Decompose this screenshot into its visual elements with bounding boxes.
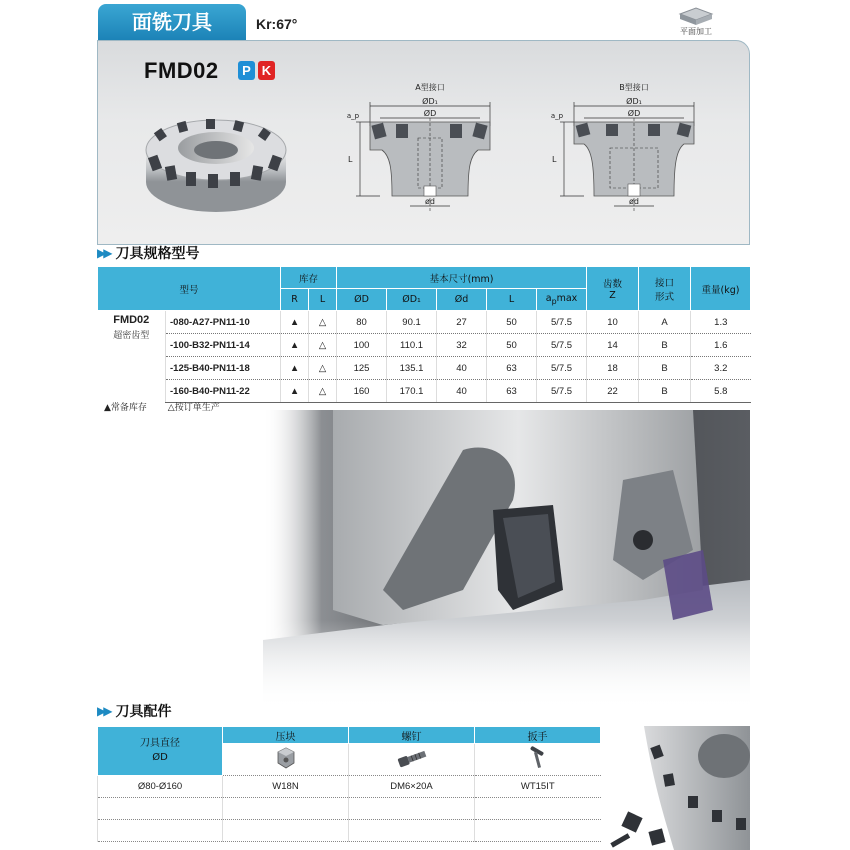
spec-table — [97, 266, 751, 403]
col-ap-max: max — [556, 293, 578, 305]
col-l: L — [487, 289, 537, 311]
col-stock-r: R — [281, 289, 309, 311]
col-stock: 库存 — [281, 267, 337, 289]
table-row — [98, 311, 751, 334]
wrench-image-cell — [475, 744, 601, 776]
col-ap — [537, 289, 587, 311]
cell-l: 63 — [487, 380, 537, 403]
legend-order: △按订单生产 — [167, 403, 220, 413]
cell-iface: B — [639, 357, 691, 380]
col-ap-sub: p — [551, 296, 557, 306]
cell-model: -080-A27-PN11-10 — [166, 311, 281, 334]
col-teeth-sub: Z — [609, 290, 616, 301]
cell-od: 100 — [337, 334, 387, 357]
diagram-b-od1: ØD₁ — [626, 97, 642, 106]
cell-ap: 5/7.5 — [537, 357, 587, 380]
diagram-a-title: A型接口 — [415, 83, 445, 92]
cell-screw: DM6×20A — [349, 776, 475, 798]
cell-l-stock: △ — [309, 357, 337, 380]
wrench-icon — [526, 746, 550, 770]
diagram-a-d: ød — [425, 197, 435, 206]
col-interface-sub: 形式 — [655, 291, 675, 303]
series-sub: 超密齿型 — [113, 331, 150, 341]
cell-z: 22 — [587, 380, 639, 403]
acc-section-title: 刀具配件 — [115, 704, 172, 720]
col-model: 型号 — [98, 267, 281, 311]
page-title: 面铣刀具 — [98, 4, 246, 40]
cell-l-stock: △ — [309, 334, 337, 357]
diagram-a-ap: a_p — [346, 112, 360, 120]
col-stock-l: L — [309, 289, 337, 311]
cell-l: 50 — [487, 334, 537, 357]
cell-ap: 5/7.5 — [537, 380, 587, 403]
cell-ap: 5/7.5 — [537, 334, 587, 357]
cell-od: 125 — [337, 357, 387, 380]
cell-od: 160 — [337, 380, 387, 403]
table-row — [98, 334, 751, 357]
cell-od1: 110.1 — [387, 334, 437, 357]
cell-z: 14 — [587, 334, 639, 357]
col-weight: 重量(kg) — [691, 267, 751, 311]
diagram-b — [544, 78, 724, 220]
col-clamp: 压块 — [223, 727, 349, 744]
cell-wrench: WT15IT — [475, 776, 601, 798]
cell-weight: 1.3 — [691, 311, 751, 334]
screw-icon — [392, 747, 432, 769]
kr-angle: Kr:67° — [256, 16, 298, 32]
acc-section-header — [97, 702, 171, 720]
col-diameter-label: 刀具直径 — [140, 738, 180, 749]
cell-l-stock: △ — [309, 311, 337, 334]
application-photo — [263, 410, 750, 710]
cell-r: ▲ — [281, 357, 309, 380]
cell-l-stock: △ — [309, 380, 337, 403]
table-row — [98, 357, 751, 380]
col-od: ØD — [337, 289, 387, 311]
table-row — [98, 776, 601, 798]
diagram-b-l: L — [552, 155, 557, 164]
cell-iface: B — [639, 380, 691, 403]
clamp-icon — [275, 746, 297, 770]
screw-image-cell — [349, 744, 475, 776]
col-d: Ød — [437, 289, 487, 311]
stock-legend — [104, 400, 238, 413]
cell-model: -100-B32-PN11-14 — [166, 334, 281, 357]
cell-d: 40 — [437, 357, 487, 380]
col-screw: 螺钉 — [349, 727, 475, 744]
cell-od1: 90.1 — [387, 311, 437, 334]
accessory-table — [97, 726, 601, 842]
cutter-inserts-image — [604, 726, 750, 850]
cell-l: 63 — [487, 357, 537, 380]
col-interface-label: 接口 — [655, 277, 675, 289]
col-interface — [639, 267, 691, 311]
cell-r: ▲ — [281, 380, 309, 403]
cell-weight: 1.6 — [691, 334, 751, 357]
col-wrench: 扳手 — [475, 727, 601, 744]
diagram-b-od: ØD — [627, 109, 641, 118]
cell-r: ▲ — [281, 334, 309, 357]
cell-range: Ø80-Ø160 — [98, 776, 223, 798]
cell-od1: 135.1 — [387, 357, 437, 380]
corner-label: 平面加工 — [680, 27, 712, 36]
col-dims: 基本尺寸(mm) — [337, 267, 587, 289]
diagram-a-l: L — [348, 155, 353, 164]
diagram-a-od1: ØD₁ — [422, 97, 438, 106]
double-arrow-icon: ▶▶ — [97, 246, 110, 260]
col-diameter-sub: ØD — [152, 752, 168, 763]
series-cell — [98, 311, 166, 403]
cutter-image — [136, 100, 296, 220]
cell-d: 27 — [437, 311, 487, 334]
legend-stock: ▲常备库存 — [104, 403, 147, 413]
badge-p: P — [238, 61, 255, 80]
series-name: FMD02 — [113, 314, 150, 326]
clamp-image-cell — [223, 744, 349, 776]
cell-z: 18 — [587, 357, 639, 380]
model-name: FMD02 — [144, 58, 219, 83]
spec-section-title: 刀具规格型号 — [115, 246, 200, 262]
col-diameter — [98, 727, 223, 776]
table-row-empty — [98, 798, 601, 820]
col-ap-a: a — [545, 293, 552, 305]
cell-weight: 5.8 — [691, 380, 751, 403]
cell-iface: A — [639, 311, 691, 334]
cell-r: ▲ — [281, 311, 309, 334]
cell-clamp: W18N — [223, 776, 349, 798]
table-row-empty — [98, 820, 601, 842]
diagram-b-ap: a_p — [550, 112, 564, 120]
cell-weight: 3.2 — [691, 357, 751, 380]
col-od1: ØD₁ — [387, 289, 437, 311]
diagram-a — [340, 78, 520, 220]
cell-d: 40 — [437, 380, 487, 403]
cell-ap: 5/7.5 — [537, 311, 587, 334]
face-milling-icon — [676, 4, 716, 26]
diagram-a-od: ØD — [423, 109, 437, 118]
double-arrow-icon: ▶▶ — [97, 704, 110, 718]
cell-od1: 170.1 — [387, 380, 437, 403]
cell-iface: B — [639, 334, 691, 357]
spec-section-header — [97, 244, 199, 262]
col-teeth — [587, 267, 639, 311]
cell-l: 50 — [487, 311, 537, 334]
diagram-b-d: ød — [629, 197, 639, 206]
cell-z: 10 — [587, 311, 639, 334]
badge-k: K — [258, 61, 275, 80]
cell-model: -125-B40-PN11-18 — [166, 357, 281, 380]
cell-d: 32 — [437, 334, 487, 357]
cell-od: 80 — [337, 311, 387, 334]
col-teeth-label: 齿数 — [603, 279, 623, 290]
cell-model: -160-B40-PN11-22 — [166, 380, 281, 403]
diagram-b-title: B型接口 — [619, 83, 649, 92]
